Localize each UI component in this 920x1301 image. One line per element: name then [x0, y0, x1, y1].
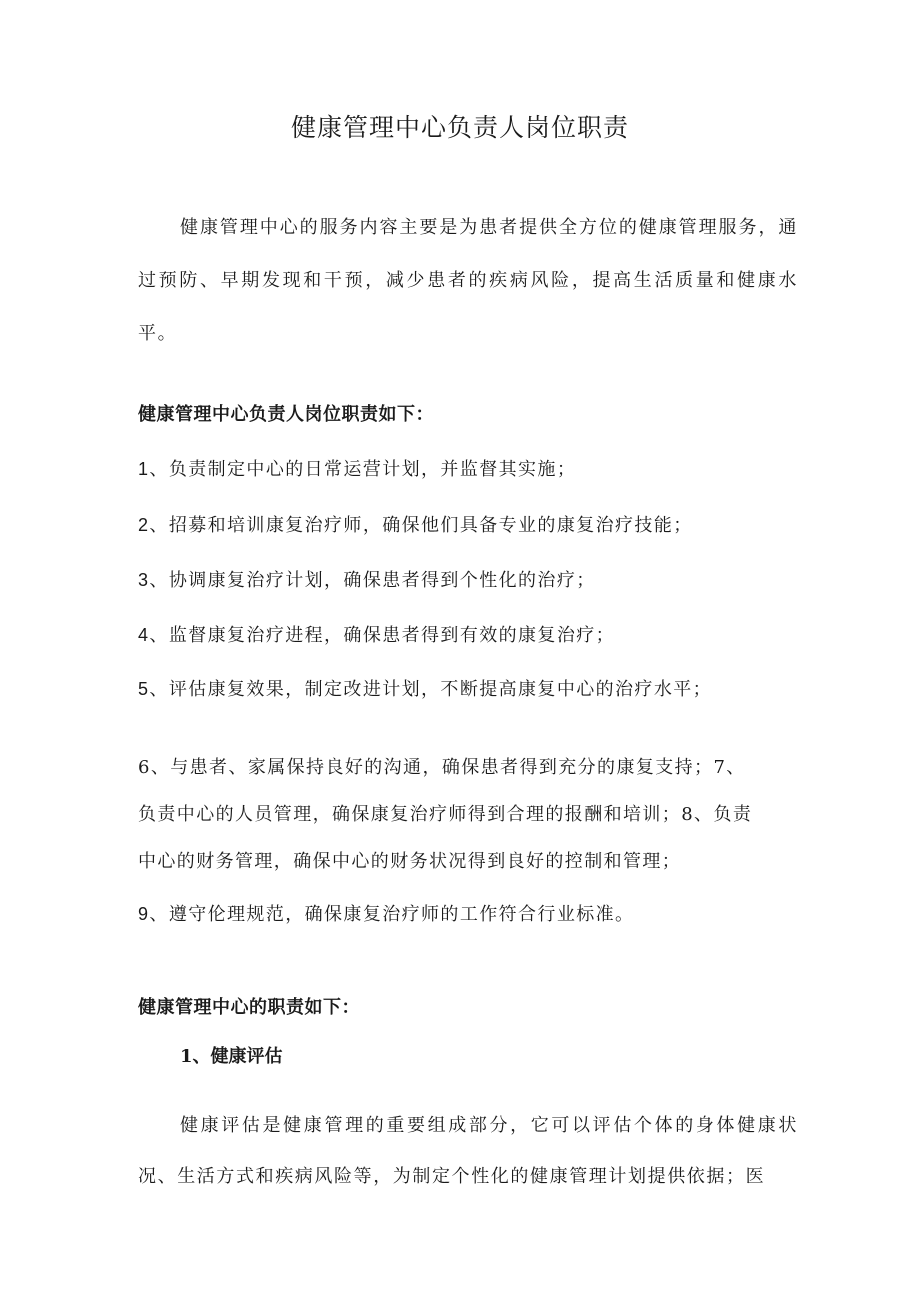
duty-block-line: 负责中心的人员管理，确保康复治疗师得到合理的报酬和培训；8、负责	[138, 804, 753, 825]
duty-block-line: 中心的财务管理，确保中心的财务状况得到良好的控制和管理；	[138, 851, 682, 872]
duty-item-3	[138, 566, 596, 592]
duty-text: 、负责制定中心的日常运营计划，并监督其实施；	[149, 459, 577, 480]
duty-item-9	[138, 900, 634, 926]
duty-item-4	[138, 621, 615, 647]
duty-item-2	[138, 511, 693, 537]
duty-text: 、遵守伦理规范，确保康复治疗师的工作符合行业标准。	[149, 904, 635, 925]
duty-block-line: 6、与患者、家属保持良好的沟通，确保患者得到充分的康复支持；7、	[138, 757, 746, 778]
duty-number: 1	[138, 459, 150, 479]
section-1-heading: 1、健康评估	[180, 1046, 283, 1067]
duty-text: 、监督康复治疗进程，确保患者得到有效的康复治疗；	[149, 625, 616, 646]
duty-item-5	[138, 675, 712, 701]
duty-number: 3	[138, 570, 150, 590]
center-responsibilities-heading: 健康管理中心的职责如下：	[138, 997, 360, 1018]
duty-text: 、评估康复效果，制定改进计划，不断提高康复中心的治疗水平；	[149, 679, 713, 700]
section-1-paragraph: 健康评估是健康管理的重要组成部分，它可以评估个体的身体健康状况、生活方式和疾病风险等，为制定个性化的健康管理计划提供依据；医	[138, 1115, 798, 1187]
intro-paragraph: 健康管理中心的服务内容主要是为患者提供全方位的健康管理服务，通过预防、早期发现和干预，减少患者的疾病风险，提高生活质量和健康水平。	[138, 217, 798, 344]
duty-number: 4	[138, 625, 150, 645]
duty-item-1	[138, 455, 576, 481]
duty-number: 9	[138, 904, 150, 924]
duty-text: 、招募和培训康复治疗师，确保他们具备专业的康复治疗技能；	[149, 515, 693, 536]
duty-number: 5	[138, 679, 150, 699]
document-title: 健康管理中心负责人岗位职责	[290, 113, 629, 142]
duty-number: 2	[138, 515, 150, 535]
responsibilities-heading: 健康管理中心负责人岗位职责如下：	[138, 404, 434, 425]
duty-text: 、协调康复治疗计划，确保患者得到个性化的治疗；	[149, 570, 596, 591]
duty-items-6-to-8	[138, 744, 798, 885]
